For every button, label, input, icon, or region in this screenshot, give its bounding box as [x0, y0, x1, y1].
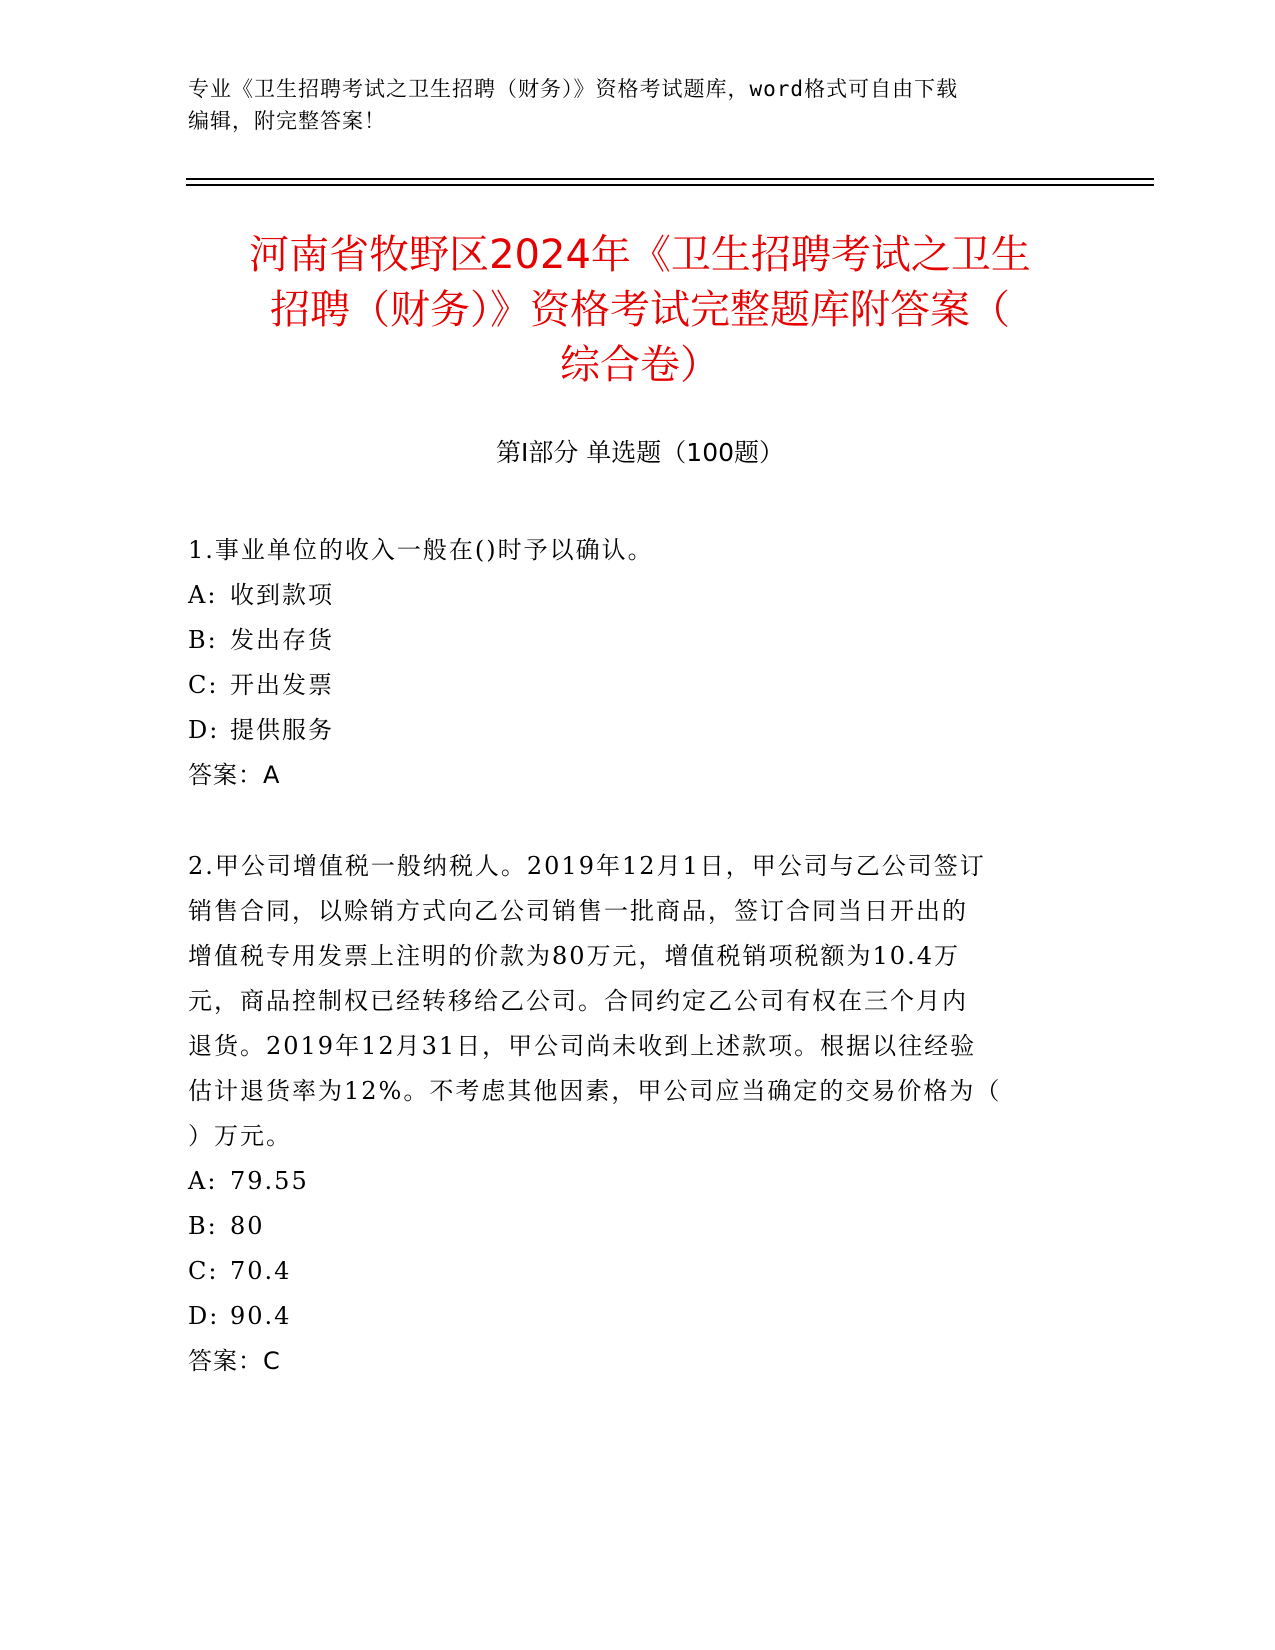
- document-title-line-1: 河南省牧野区2024年《卫生招聘考试之卫生: [249, 232, 1031, 278]
- option-d: [188, 1294, 1088, 1339]
- option-label: B:: [188, 626, 218, 654]
- document-title-line-2: 招聘（财务）》资格考试完整题库附答案（: [270, 287, 1010, 333]
- header-note-line-2: 编辑，附完整答案！: [188, 109, 386, 133]
- header-divider-bottom: [186, 184, 1154, 186]
- option-label: C:: [188, 671, 219, 699]
- question-stem-line: 退货。2019年12月31日，甲公司尚未收到上述款项。根据以往经验: [188, 1032, 977, 1060]
- header-divider-top: [186, 178, 1154, 180]
- question-stem: 1.事业单位的收入一般在()时予以确认。: [188, 536, 654, 564]
- question-stem-line: ）万元。: [188, 1122, 292, 1150]
- option-a: [188, 573, 1088, 618]
- option-text: 收到款项: [230, 581, 334, 609]
- document-title-line-3: 综合卷）: [560, 342, 720, 388]
- header-note: [188, 73, 1088, 137]
- option-label: D:: [188, 716, 220, 744]
- option-text: 发出存货: [230, 626, 334, 654]
- option-text: 开出发票: [230, 671, 334, 699]
- option-label: C:: [188, 1257, 219, 1285]
- header-note-line-1: 专业《卫生招聘考试之卫生招聘（财务）》资格考试题库，word格式可自由下载: [188, 77, 959, 101]
- document-title: [180, 228, 1100, 393]
- answer-line: 答案：C: [188, 1347, 281, 1375]
- section-heading: 第Ⅰ部分 单选题（100题）: [495, 438, 785, 467]
- question-1: [188, 528, 1088, 798]
- option-text: 79.55: [230, 1167, 309, 1195]
- question-stem: [188, 844, 1088, 1159]
- option-b: [188, 618, 1088, 663]
- option-c: [188, 1249, 1088, 1294]
- option-c: [188, 663, 1088, 708]
- option-d: [188, 708, 1088, 753]
- option-text: 80: [230, 1212, 265, 1240]
- option-label: B:: [188, 1212, 218, 1240]
- option-text: 90.4: [230, 1302, 292, 1330]
- question-stem-line: 2.甲公司增值税一般纳税人。2019年12月1日，甲公司与乙公司签订: [188, 852, 986, 880]
- question-stem-line: 元，商品控制权已经转移给乙公司。合同约定乙公司有权在三个月内: [188, 987, 968, 1015]
- option-label: A:: [188, 1167, 218, 1195]
- option-label: D:: [188, 1302, 220, 1330]
- answer-line: 答案：A: [188, 761, 281, 789]
- option-label: A:: [188, 581, 218, 609]
- question-2: [188, 844, 1088, 1384]
- question-stem-line: 增值税专用发票上注明的价款为80万元，增值税销项税额为10.4万: [188, 942, 960, 970]
- question-stem-line: 估计退货率为12%。不考虑其他因素，甲公司应当确定的交易价格为（: [188, 1077, 1002, 1105]
- option-a: [188, 1159, 1088, 1204]
- question-stem-line: 销售合同，以赊销方式向乙公司销售一批商品，签订合同当日开出的: [188, 897, 968, 925]
- option-text: 70.4: [230, 1257, 292, 1285]
- option-b: [188, 1204, 1088, 1249]
- option-text: 提供服务: [230, 716, 334, 744]
